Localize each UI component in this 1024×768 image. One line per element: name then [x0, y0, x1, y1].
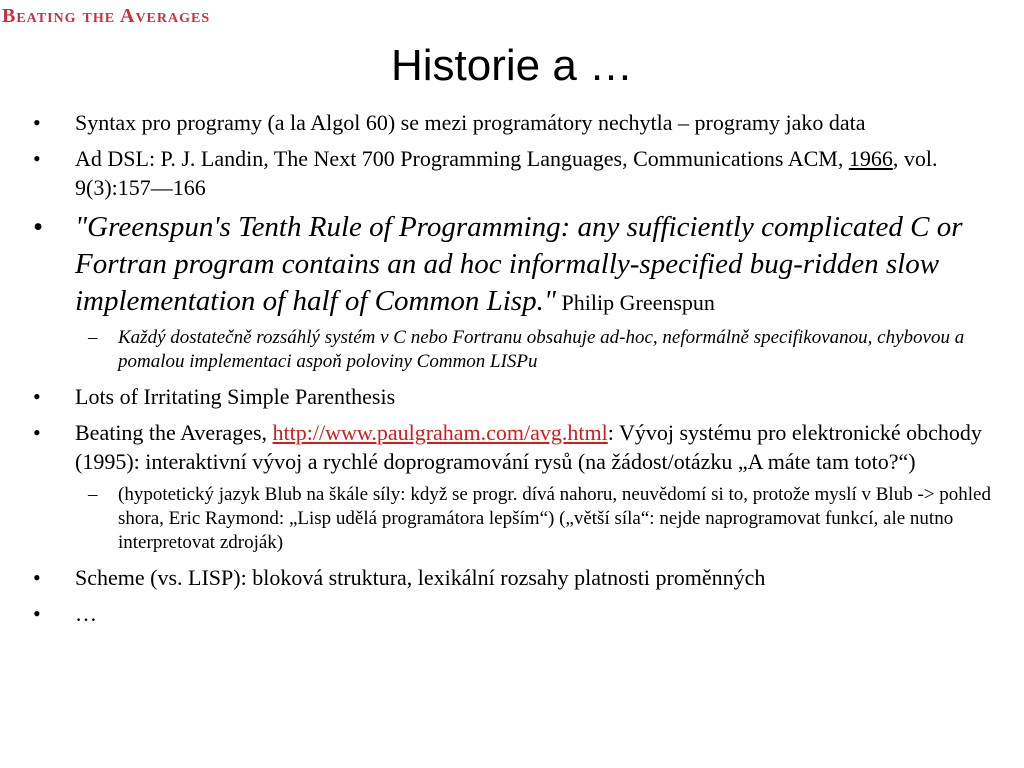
- bullet-text-tail: : Vývoj systému pro elektronické obchody (1995): interaktivní vývoj a rychlé doprogramování rysů (na žádost/otázku „A máte tam toto?“): [75, 420, 982, 474]
- bullet-beating-averages: [30, 418, 995, 476]
- bullet-text: Beating the Averages,: [75, 420, 273, 445]
- bullet-syntax: [30, 108, 995, 137]
- sub-bullet-blub: [30, 483, 995, 555]
- bullet-text: Lots of Irritating Simple Parenthesis: [75, 384, 396, 409]
- greenspun-quote: "Greenspun's Tenth Rule of Programming: any sufficiently complicated C or Fortran program contains an ad hoc informally-specified bug-ridden slow implementation of half of Common Lisp.": [75, 211, 963, 317]
- bullet-text: …: [75, 601, 97, 626]
- year-1966-link[interactable]: 1966: [848, 146, 893, 171]
- paulgraham-link[interactable]: http://www.paulgraham.com/avg.html: [272, 420, 608, 445]
- slide-title: Historie a …: [390, 41, 634, 90]
- bullet-greenspun: [30, 209, 995, 321]
- bullet-mark: •: [33, 211, 44, 243]
- bullet-lisp-acronym: [30, 382, 995, 411]
- quote-author: Philip Greenspun: [556, 290, 715, 315]
- bullet-mark: •: [33, 565, 41, 590]
- bullet-text: Ad DSL: P. J. Landin, The Next 700 Programming Languages, Communications ACM,: [75, 146, 849, 171]
- sub-bullet-mark: –: [88, 327, 98, 348]
- bullet-text: Scheme (vs. LISP): bloková struktura, lexikální rozsahy platnosti proměnných: [75, 565, 766, 590]
- bullet-mark: •: [33, 601, 41, 626]
- beating-the-averages-logo: Beating the Averages: [2, 5, 211, 27]
- sub-bullet-text: (hypotetický jazyk Blub na škále síly: když se progr. dívá nahoru, neuvědomí si to, protože myslí v Blub -> pohled shora, Eric Raymond: „Lisp udělá programátora lepším“) („větší síla“: nejde naprogramovat funkcí, ale nutno interpretovat zdroják): [118, 484, 991, 553]
- bullet-list: [30, 108, 995, 635]
- sub-bullet-mark: –: [88, 484, 98, 505]
- bullet-text: Syntax pro programy (a la Algol 60) se mezi programátory nechytla – programy jako data: [75, 110, 866, 135]
- bullet-scheme: [30, 563, 995, 592]
- bullet-mark: •: [33, 146, 41, 171]
- sub-bullet-translation: [30, 326, 995, 374]
- bullet-landin: [30, 144, 995, 202]
- bullet-mark: •: [33, 110, 41, 135]
- bullet-mark: •: [33, 420, 41, 445]
- bullet-ellipsis: [30, 599, 995, 628]
- bullet-text-tail: , vol. 9(3):157—166: [75, 146, 938, 200]
- sub-bullet-text: Každý dostatečně rozsáhlý systém v C nebo Fortranu obsahuje ad-hoc, neformálně specifikovanou, chybovou a pomalou implementaci aspoň poloviny Common LISPu: [118, 327, 965, 372]
- bullet-mark: •: [33, 384, 41, 409]
